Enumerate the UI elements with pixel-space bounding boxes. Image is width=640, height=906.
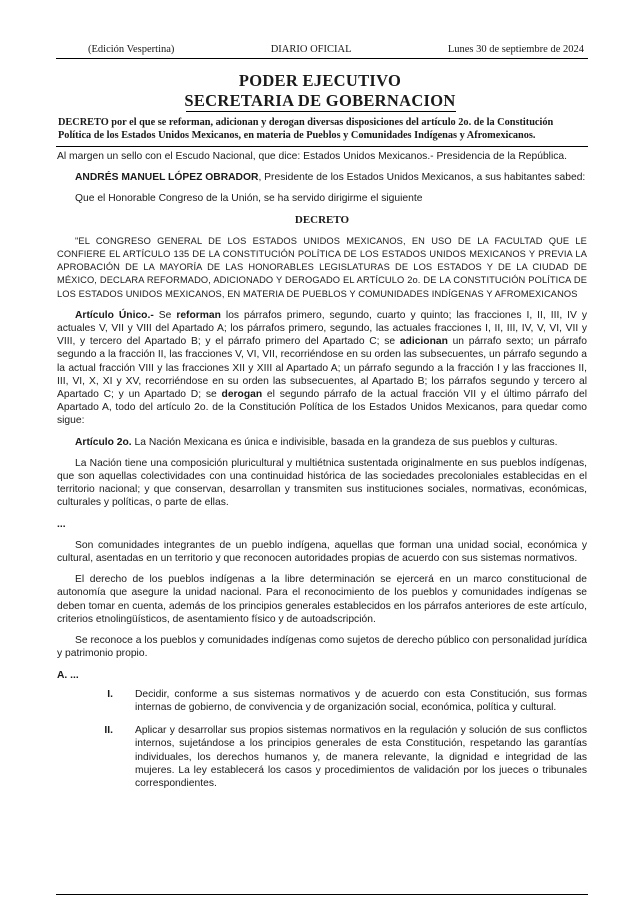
seal-paragraph: Al margen un sello con el Escudo Nacional, que dice: Estados Unidos Mexicanos.- Presidencia de la República.	[57, 151, 567, 162]
articulo-unico-label: Artículo Único.-	[75, 309, 154, 321]
articulo-unico-text-1: Se	[153, 309, 177, 321]
decree-title-rule	[56, 146, 588, 147]
document-body	[57, 150, 587, 800]
fraction-text: Decidir, conforme a sus sistemas normativos y de acuerdo con esta Constitución, sus formas internas de gobierno, de convivencia y de organización social, económica, política y cultural.	[135, 688, 587, 713]
title-underline	[186, 111, 456, 112]
footer-rule	[56, 894, 588, 895]
articulo-unico-text-4: el segundo párrafo de la actual fracción VII y el último párrafo del Apartado A, todo del artículo 2o. de la Constitución Política de los Estados Unidos Mexicanos, para quedar como sigue:	[57, 389, 587, 427]
decreto-heading: DECRETO	[294, 213, 350, 226]
president-name: ANDRÉS MANUEL LÓPEZ OBRADOR	[75, 172, 259, 184]
congress-paragraph: Que el Honorable Congreso de la Unión, se ha servido dirigirme el siguiente	[75, 193, 423, 205]
articulo-2-paragraph	[57, 436, 587, 449]
self-determination-paragraph: El derecho de los pueblos indígenas a la libre determinación se ejercerá en un marco constitucional de autonomía que asegure la unidad nacional. Para el reconocimiento de los pueblos y comunidades indígenas se deben tomar en cuenta, además de los principios generales establecidos en los párrafos anteriores de este artículo, criterios etnolingüísticos, de asentamiento físico y de autoadscripción.	[57, 574, 587, 625]
header-rule	[56, 58, 588, 59]
articulo-unico-text-2: los párrafos primero, segundo, cuarto y quinto; las fracciones I, II, III, IV y actuales V, VII y VIII del Apartado A; los párrafos primero, segundo, las actuales fracciones I, II, III, IV, V, VI, VII y VIII, y tercero del Apartado B; y el párrafo primero del Apartado C; se	[57, 309, 587, 348]
ministry-title: SECRETARIA DE GOBERNACION	[184, 91, 456, 110]
derogan-keyword: derogan	[221, 389, 263, 401]
section-title: PODER EJECUTIVO	[238, 71, 402, 90]
fraction-ii	[57, 724, 587, 790]
articulo-2-label: Artículo 2o.	[75, 436, 132, 448]
page-header	[56, 44, 584, 55]
reforman-keyword: reforman	[176, 309, 221, 321]
president-text: , Presidente de los Estados Unidos Mexicanos, a sus habitantes sabed:	[258, 172, 586, 184]
apartado-a-heading: A. ...	[57, 669, 79, 681]
fraction-number: I.	[107, 688, 113, 700]
legal-personality-paragraph: Se reconoce a los pueblos y comunidades indígenas como sujetos de derecho público con personalidad jurídica y patrimonio propio.	[57, 635, 587, 660]
edition-label: (Edición Vespertina)	[88, 44, 175, 55]
fraction-i	[57, 688, 587, 714]
articulo-2-text: La Nación Mexicana es única e indivisible, basada en la grandeza de sus pueblos y culturas.	[131, 436, 558, 448]
publication-date: Lunes 30 de septiembre de 2024	[447, 44, 584, 55]
fraction-number: II.	[104, 725, 113, 737]
articulo-unico-text-3: un párrafo sexto; un párrafo segundo a la fracción II, las fracciones V, VI, VII, recorriéndose en su orden las subsecuentes, un párrafo segundo a la actual fracción VIII y las fracciones XII y XIII al Apartado A; un párrafo segundo a la fracción I y las fracciones II, III, VI, X, XI y XV, recorriéndose en su orden las subsecuentes, al Apartado B; los párrafos segundo y tercero al Apartado C; y un Apartado D; se	[57, 336, 587, 401]
congress-caps-paragraph: "EL CONGRESO GENERAL DE LOS ESTADOS UNIDOS MEXICANOS, EN USO DE LA FACULTAD QUE LE CONFIERE EL ARTÍCULO 135 DE LA CONSTITUCIÓN POLÍTICA DE LOS ESTADOS UNIDOS MEXICANOS Y PREVIA LA APROBACIÓN DE LA MAYORÍA DE LAS HONORABLES LEGISLATURAS DE LOS ESTADOS Y DE LA CIUDAD DE MÉXICO, DECLARA REFORMADO, ADICIONADO Y DEROGADO EL ARTÍCULO 2o. DE LA CONSTITUCIÓN POLÍTICA DE LOS ESTADOS UNIDOS MEXICANOS, EN MATERIA DE PUEBLOS Y COMUNIDADES INDÍGENAS Y AFROMEXICANOS	[57, 235, 587, 299]
president-paragraph	[57, 171, 587, 184]
fraction-text: Aplicar y desarrollar sus propios sistemas normativos en la regulación y solución de sus conflictos internos, sujetándose a los principios generales de esta Constitución, respetando las garantías individuales, los derechos humanos y, de manera relevante, la dignidad e integridad de las mujeres. La ley establecerá los casos y procedimientos de validación por los jueces o tribunales correspondientes.	[135, 725, 587, 789]
decree-title: DECRETO por el que se reforman, adicionan y derogan diversas disposiciones del artículo 2o. de la Constitución Política de los Estados Unidos Mexicanos, en materia de Pueblos y Comunidades Indígenas y Afromexicanos.	[58, 117, 554, 141]
ellipsis-paragraph: ...	[57, 518, 66, 530]
communities-paragraph: Son comunidades integrantes de un pueblo indígena, aquellas que forman una unidad social, económica y cultural, asentadas en un territorio y que reconocen autoridades propias de acuerdo con sus sistemas normativos.	[57, 539, 587, 565]
publication-name: DIARIO OFICIAL	[270, 44, 352, 55]
articulo-unico-paragraph	[57, 309, 587, 428]
nation-paragraph: La Nación tiene una composición pluricultural y multiétnica sustentada originalmente en sus pueblos indígenas, que son aquellas colectividades con una continuidad histórica de las sociedades precoloniales establecidas en el territorio nacional; y que conservan, desarrollan y transmiten sus instituciones sociales, normativas, económicas, culturales y políticas, o parte de ellas.	[57, 457, 587, 509]
adicionan-keyword: adicionan	[399, 336, 448, 348]
